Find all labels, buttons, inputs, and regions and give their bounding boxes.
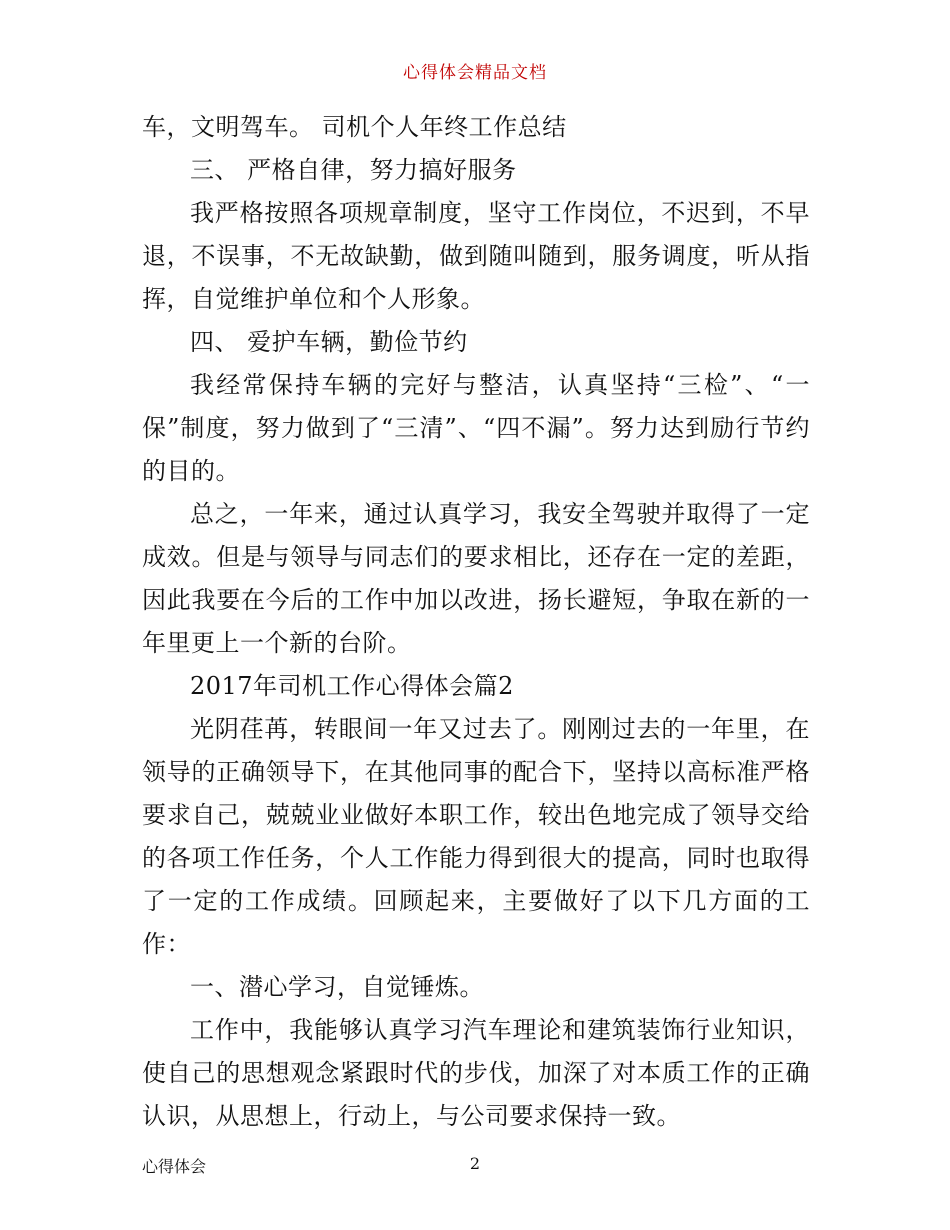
paragraph: 我经常保持车辆的完好与整洁，认真坚持“三检”、“一保”制度，努力做到了“三清”、“四不漏”。努力达到励行节约的目的。 bbox=[142, 371, 810, 485]
paragraph: 工作中，我能够认真学习汽车理论和建筑装饰行业知识，使自己的思想观念紧跟时代的步伐，加深了对本质工作的正确认识，从思想上，行动上，与公司要求保持一致。 bbox=[142, 1016, 810, 1130]
section-heading-1: 一、潜心学习，自觉锤炼。 bbox=[190, 973, 484, 1001]
paragraph: 我严格按照各项规章制度，坚守工作岗位，不迟到，不早退，不误事，不无故缺勤，做到随叫随到，服务调度，听从指挥，自觉维护单位和个人形象。 bbox=[142, 199, 810, 313]
section-heading-4: 四、 爱护车辆，勤俭节约 bbox=[190, 328, 468, 356]
article-title: 2017年司机工作心得体会篇2 bbox=[190, 672, 514, 700]
paragraph: 光阴荏苒，转眼间一年又过去了。刚刚过去的一年里，在领导的正确领导下，在其他同事的配合下，坚持以高标准严格要求自己，兢兢业业做好本职工作，较出色地完成了领导交给的各项工作任务，个人工作能力得到很大的提高，同时也取得了一定的工作成绩。回顾起来，主要做好了以下几方面的工作： bbox=[142, 715, 810, 958]
document-body bbox=[142, 106, 810, 1138]
footer-label: 心得体会 bbox=[142, 1157, 207, 1176]
paragraph: 总之，一年来，通过认真学习，我安全驾驶并取得了一定成效。但是与领导与同志们的要求相比，还存在一定的差距，因此我要在今后的工作中加以改进，扬长避短，争取在新的一年里更上一个新的台阶。 bbox=[142, 500, 810, 657]
section-heading-3: 三、 严格自律，努力搞好服务 bbox=[190, 156, 517, 184]
document-header-title: 心得体会精品文档 bbox=[403, 63, 547, 83]
paragraph-continuation: 车，文明驾车。 司机个人年终工作总结 bbox=[142, 113, 567, 141]
page-number: 2 bbox=[469, 1154, 481, 1173]
